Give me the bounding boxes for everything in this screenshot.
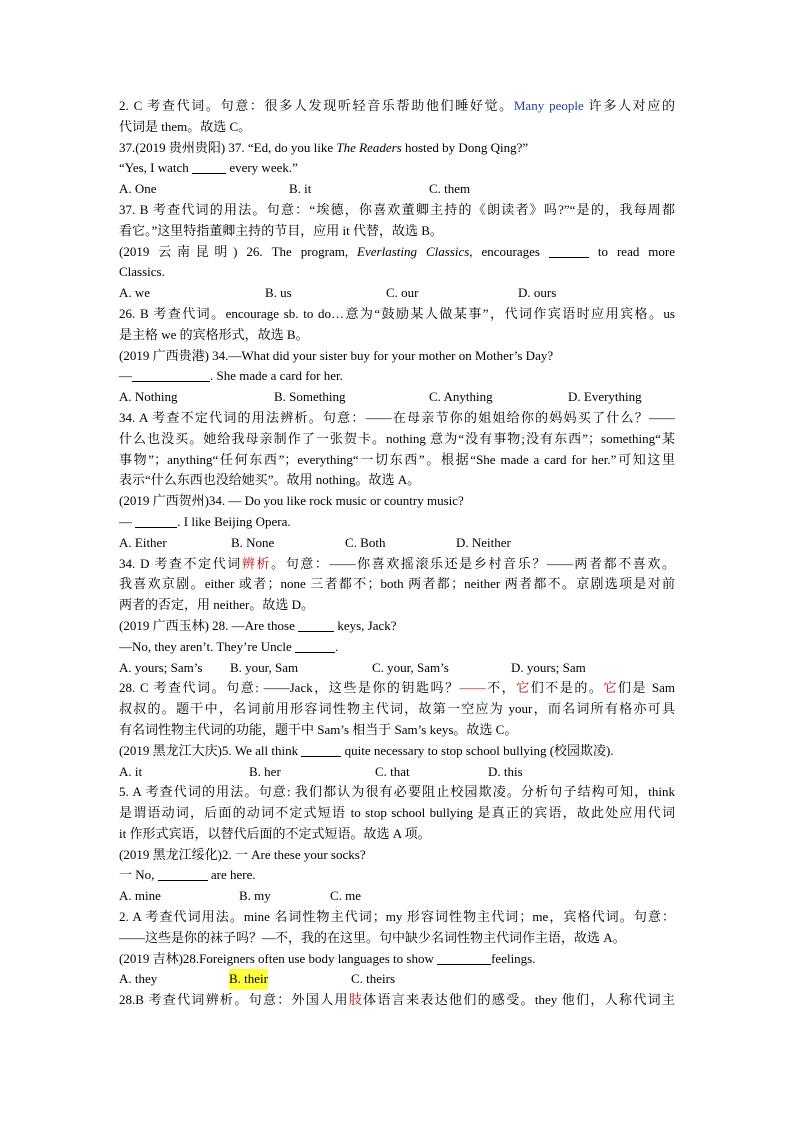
text-line: [119, 512, 679, 533]
line-content: [119, 637, 338, 658]
colored-text: 肢: [348, 992, 364, 1008]
line-content: [119, 990, 675, 1011]
text-run: 34. D 考查不定代词: [119, 555, 242, 571]
text-line: [119, 928, 679, 949]
answer-blank: [301, 743, 341, 757]
line-content: [119, 117, 251, 138]
option-label: A. Nothing: [119, 389, 178, 405]
option-label: C. Anything: [429, 389, 493, 405]
line-content: [119, 928, 626, 949]
text-run: 们是 Sam: [618, 680, 675, 696]
italic-title: Everlasting Classics: [357, 243, 470, 259]
text-line: [119, 491, 679, 512]
text-line: [119, 117, 679, 138]
option-label: C. them: [429, 181, 471, 197]
text-line: [119, 845, 679, 866]
text-line: [119, 616, 679, 637]
option-label: D. Everything: [568, 389, 642, 405]
answer-blank: [295, 639, 335, 653]
line-content: [119, 865, 256, 886]
text-run: 代词是 them。故选 C。: [119, 118, 252, 134]
line-content: [119, 720, 517, 741]
option-label: C. that: [375, 763, 410, 779]
text-line: [119, 969, 679, 990]
answer-blank: [192, 160, 226, 174]
text-line: [119, 886, 679, 907]
text-run: —No, they aren’t. They’re Uncle: [119, 638, 296, 654]
highlighted-option: B. their: [229, 969, 268, 990]
text-line: [119, 658, 679, 679]
option-label: C. our: [386, 285, 419, 301]
text-run: 2. C 考查代词。句意：很多人发现听轻音乐帮助他们睡好觉。: [119, 98, 514, 113]
text-line: [119, 179, 679, 200]
line-content: [119, 304, 675, 325]
option-label: C. theirs: [351, 971, 396, 987]
text-run: (2019 云南昆明) 26. The program,: [119, 243, 358, 259]
answer-blank: [135, 514, 177, 528]
colored-text: 辨析: [241, 555, 272, 571]
text-line: [119, 595, 679, 616]
line-content: [119, 346, 553, 367]
answer-blank: [298, 618, 334, 632]
line-content: [119, 907, 675, 928]
text-line: [119, 678, 679, 699]
text-line: [119, 200, 679, 221]
line-content: [119, 845, 366, 866]
option-label: D. ours: [518, 285, 557, 301]
text-line: [119, 824, 679, 845]
text-run: 我喜欢京剧。either 或者；none 三者都不；both 两者都；neither 两者都不。京剧选项是对前: [119, 576, 675, 592]
line-content: [119, 782, 675, 803]
text-run: 是谓语动词，后面的动词不定式短语 to stop school bullying 是真正的宾语，故此处应用代词: [119, 805, 675, 821]
text-line: [119, 741, 679, 762]
text-run: (2019 黑龙江绥化)2. 一 Are these your socks?: [119, 846, 366, 862]
text-line: [119, 283, 679, 304]
text-run: 看它。”这里特指董卿主持的节目，应用 it 代替，故选 B。: [119, 222, 443, 238]
line-content: [119, 325, 309, 346]
text-run: feelings.: [491, 950, 536, 966]
text-run: Classics.: [119, 264, 165, 280]
line-content: [119, 595, 314, 616]
line-content: [119, 699, 675, 720]
text-run: 2. A 考查代词用法。mine 名词性物主代词；my 形容词性物主代词；me，宾格代词。句意：: [119, 909, 675, 925]
text-run: 。句意：——你喜欢摇滚乐还是乡村音乐？——两者都不喜欢。: [271, 555, 675, 571]
text-line: [119, 699, 679, 720]
document-page: [119, 96, 679, 1011]
text-run: (2019 黑龙江大庆)5. We all think: [119, 742, 302, 758]
line-content: [119, 678, 675, 699]
option-label: B. None: [231, 534, 275, 550]
text-run: 两者的否定，用 neither。故选 D。: [119, 597, 314, 613]
text-line: [119, 366, 679, 387]
text-line: [119, 574, 679, 595]
text-line: [119, 262, 679, 283]
text-run: . She made a card for her.: [210, 368, 343, 384]
text-run: every week.”: [226, 160, 298, 176]
text-run: 28. C 考查代词。句意: ——Jack，这些是你的钥匙吗？: [119, 680, 460, 696]
text-line: [119, 762, 679, 783]
text-line: [119, 158, 679, 179]
text-line: [119, 865, 679, 886]
text-line: [119, 242, 679, 263]
option-label: D. Neither: [456, 534, 511, 550]
line-content: [119, 554, 675, 575]
option-label: B. my: [239, 888, 271, 904]
line-content: [119, 803, 675, 824]
text-run: 34. A 考查不定代词的用法辨析。句意：——在母亲节你的姐姐给你的妈妈买了什么？——: [119, 409, 675, 425]
option-label: C. your, Sam’s: [372, 659, 449, 675]
italic-title: The Readers: [336, 139, 402, 155]
text-line: [119, 450, 679, 471]
text-line: [119, 907, 679, 928]
text-run: quite necessary to stop school bullying (校园欺凌).: [341, 742, 614, 758]
line-content: [119, 221, 443, 242]
text-line: [119, 782, 679, 803]
colored-text: ——: [459, 680, 486, 696]
line-content: [119, 408, 675, 429]
line-content: [119, 949, 536, 970]
option-label: A. Either: [119, 534, 167, 550]
text-run: ——这些是你的袜子吗？—不，我的在这里。句中缺少名词性物主代词作主语，故选 A。: [119, 929, 626, 945]
line-content: [119, 96, 675, 117]
text-line: [119, 720, 679, 741]
text-run: (2019 广西贵港) 34.—What did your sister buy for your mother on Mother’s Day?: [119, 347, 554, 363]
text-run: 5. A 考查代词的用法。句意: 我们都认为很有必要阻止校园欺凌。分析句子结构可知，think: [119, 784, 675, 800]
option-label: B. her: [249, 763, 281, 779]
text-run: 表示“什么东西也没给她买”。故用 nothing。故选 A。: [119, 472, 421, 488]
line-content: [119, 450, 675, 471]
text-line: [119, 325, 679, 346]
line-content: [119, 138, 528, 159]
text-run: 叔叔的。题干中，名词前用形容词性物主代词，故第一空应为 your，而名词所有格亦可具: [119, 701, 675, 717]
text-run: 事物”；anything“任何东西”；everything“一切东西”。根据“She made a card for her.”可知这里: [119, 451, 675, 467]
answer-blank: [437, 951, 491, 965]
text-line: [119, 990, 679, 1011]
text-line: [119, 803, 679, 824]
option-label: B. your, Sam: [230, 659, 299, 675]
text-run: 什么也没买。她给我母亲制作了一张贺卡。nothing 意为“没有事物;没有东西”；something“某: [119, 430, 675, 446]
line-content: [119, 429, 675, 450]
text-run: “Yes, I watch: [119, 160, 193, 176]
line-content: [119, 158, 298, 179]
option-label: C. me: [330, 888, 362, 904]
text-run: , encourages: [469, 243, 549, 259]
text-line: [119, 949, 679, 970]
text-line: [119, 346, 679, 367]
option-label: A. they: [119, 971, 158, 987]
text-line: [119, 533, 679, 554]
colored-text: Many people: [513, 98, 584, 113]
text-line: [119, 637, 679, 658]
line-content: [119, 741, 614, 762]
text-run: 26. B 考查代词。encourage sb. to do…意为“鼓励某人做某事”，代词作宾语时应用宾格。us: [119, 305, 675, 321]
line-content: [119, 616, 397, 637]
option-label: A. mine: [119, 888, 161, 904]
text-run: 有名词性物主代词的功能，题干中 Sam’s 相当于 Sam’s keys。故选 C。: [119, 721, 518, 737]
colored-text: 它: [603, 680, 618, 696]
option-label: C. Both: [345, 534, 386, 550]
line-content: [119, 491, 464, 512]
text-line: [119, 138, 679, 159]
answer-blank: [549, 244, 589, 258]
option-label: A. yours; Sam’s: [119, 659, 203, 675]
line-content: [119, 242, 675, 263]
text-run: 体语言来表达他们的感受。they 他们，人称代词主: [363, 992, 675, 1008]
text-run: keys, Jack?: [334, 617, 397, 633]
answer-blank: [132, 368, 210, 382]
option-label: B. Something: [274, 389, 346, 405]
text-run: it 作形式宾语，以替代后面的不定式短语。故选 A 项。: [119, 825, 431, 841]
text-run: . I like Beijing Opera.: [177, 513, 291, 529]
text-line: [119, 387, 679, 408]
text-run: —: [119, 513, 136, 529]
line-content: [119, 512, 291, 533]
answer-blank: [158, 867, 208, 881]
text-run: (2019 广西玉林) 28. —Are those: [119, 617, 299, 633]
option-label: B. it: [289, 181, 312, 197]
text-run: to read more: [588, 243, 676, 259]
text-run: 许多人对应的: [583, 98, 676, 113]
text-line: [119, 470, 679, 491]
text-run: 37. B 考查代词的用法。句意：“埃德，你喜欢董卿主持的《朗读者》吗?”“是的，我每周都: [119, 201, 675, 217]
text-line: [119, 96, 679, 117]
text-run: 是主格 we 的宾格形式，故选 B。: [119, 326, 309, 342]
line-content: [119, 200, 675, 221]
line-content: [119, 366, 343, 387]
option-label: B. us: [265, 285, 292, 301]
text-run: (2019 广西贺州)34. — Do you like rock music or country music?: [119, 493, 464, 509]
text-line: [119, 554, 679, 575]
text-run: 一 No,: [119, 867, 158, 883]
text-line: [119, 429, 679, 450]
line-content: [119, 574, 675, 595]
option-label: A. it: [119, 763, 143, 779]
line-content: [119, 470, 420, 491]
text-run: 们不是的。: [530, 680, 604, 696]
option-label: D. this: [488, 763, 523, 779]
line-content: [119, 824, 431, 845]
text-line: [119, 408, 679, 429]
text-run: 28.B 考查代词辨析。句意：外国人用: [119, 992, 349, 1008]
text-run: 37.(2019 贵州贵阳) 37. “Ed, do you like: [119, 139, 337, 155]
line-content: [119, 262, 165, 283]
text-run: —: [119, 368, 132, 384]
text-line: [119, 304, 679, 325]
text-line: [119, 221, 679, 242]
text-run: 不，: [485, 680, 517, 696]
option-label: A. we: [119, 285, 151, 301]
text-run: .: [335, 638, 339, 654]
text-run: hosted by Dong Qing?”: [401, 139, 529, 155]
text-run: (2019 吉林)28.Foreigners often use body languages to show: [119, 950, 438, 966]
option-label: A. One: [119, 181, 157, 197]
colored-text: 它: [516, 680, 531, 696]
option-label: D. yours; Sam: [511, 659, 586, 675]
text-run: are here.: [207, 867, 256, 883]
